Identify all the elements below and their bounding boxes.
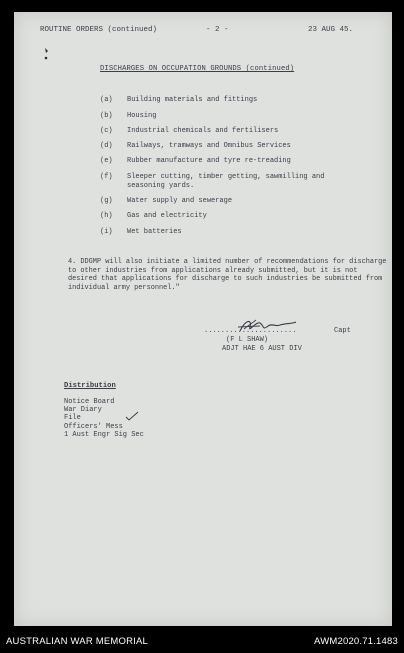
list-item-text: Wet batteries	[127, 228, 182, 236]
list-item	[100, 112, 357, 121]
document-page	[14, 12, 392, 626]
list-item-label: (e)	[100, 157, 113, 165]
signature-dots: ......................	[204, 327, 297, 335]
distribution-item: File	[64, 414, 81, 423]
distribution-item: Notice Board	[64, 398, 115, 406]
distribution-item: Officers' Mess	[64, 422, 123, 431]
list-item	[100, 173, 357, 191]
footer-accession-number: AWM2020.71.1483	[314, 636, 398, 647]
signatory-role: ADJT HAE 6 AUST DIV	[222, 345, 302, 353]
list-item-label: (g)	[100, 197, 113, 205]
ink-fleck	[42, 46, 52, 64]
list-item-text: Housing	[127, 112, 157, 120]
list-item-label: (h)	[100, 212, 113, 220]
list-item	[100, 157, 357, 166]
header-date: 23 AUG 45.	[308, 26, 354, 34]
list-item-text: Water supply and sewerage	[127, 197, 233, 205]
list-item-label: (f)	[100, 173, 113, 181]
signatory-name: (F L SHAW)	[226, 336, 269, 344]
paragraph-4: 4. DDGMP will also initiate a limited number of recommendations for discharge to other industries from applications already submitted, but it is not desired that applications for discharge to such industries be submitted from individual army personnel."	[68, 258, 387, 292]
distribution-item: 1 Aust Engr Sig Sec	[64, 430, 144, 439]
list-item-text: Rubber manufacture and tyre re-treading	[127, 157, 291, 165]
list-item-label: (b)	[100, 112, 113, 120]
header-center: - 2 -	[206, 26, 229, 34]
list-item-label: (c)	[100, 127, 113, 135]
list-item-text: Railways, tramways and Omnibus Services	[127, 142, 291, 150]
footer-institution: AUSTRALIAN WAR MEMORIAL	[6, 636, 149, 647]
list-item-label: (a)	[100, 96, 113, 104]
header-left: ROUTINE ORDERS (continued)	[40, 26, 158, 34]
signature-rank: Capt	[334, 327, 351, 335]
list-item-text: Sleeper cutting, timber getting, sawmilling and seasoning yards.	[127, 173, 325, 190]
list-item-text: Building materials and fittings	[127, 96, 258, 104]
section-title: DISCHARGES ON OCCUPATION GROUNDS (continued)	[100, 65, 295, 73]
list-item	[100, 142, 357, 151]
list-item	[100, 197, 357, 206]
list-item	[100, 96, 357, 105]
distribution-title: Distribution	[64, 382, 116, 390]
distribution-item: War Diary	[64, 406, 102, 415]
list-item-text: Gas and electricity	[127, 212, 207, 220]
list-item	[100, 228, 357, 237]
list-item	[100, 212, 357, 221]
list-item-text: Industrial chemicals and fertilisers	[127, 127, 279, 135]
list-item-label: (i)	[100, 228, 113, 236]
list-item	[100, 127, 357, 136]
checkmark-icon	[125, 411, 139, 421]
list-item-label: (d)	[100, 142, 113, 150]
